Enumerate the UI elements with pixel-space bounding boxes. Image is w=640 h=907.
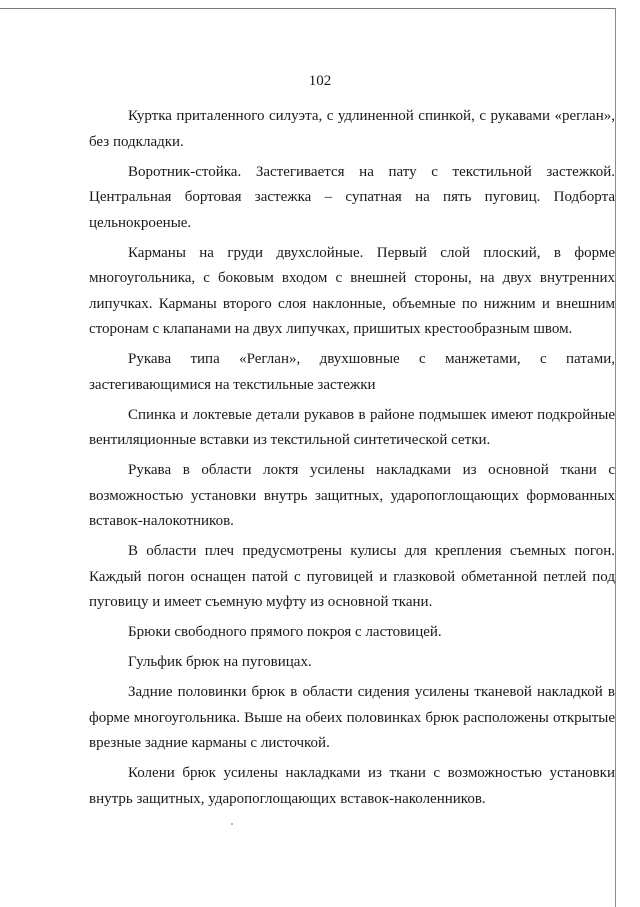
paragraph-chest-pockets: Карманы на груди двухслойные. Первый слой плоский, в форме многоугольника, с боковым входом с внешней стороны, на двух внутренних липучках. Карманы второго слоя наклонные, объемные по нижним и внешним сторонам с клапанами на двух липучках, пришитых крестообразным швом.	[89, 244, 615, 337]
page-number: 102	[308, 73, 332, 89]
document-body	[89, 104, 615, 817]
paragraph-sleeves: Рукава типа «Реглан», двухшовные с манжетами, с патами, застегивающимися на текстильные застежки	[89, 351, 615, 393]
paragraph-seat-reinforcement: Задние половинки брюк в области сидения усилены тканевой накладкой в форме многоугольника. Выше на обеих половинках брюк расположены открытые врезные задние карманы с листочкой.	[89, 684, 615, 751]
scan-speck	[231, 823, 233, 825]
paragraph-fly: Гульфик брюк на пуговицах.	[128, 654, 312, 670]
paragraph-ventilation: Спинка и локтевые детали рукавов в районе подмышек имеют подкройные вентиляционные вставки из текстильной синтетической сетки.	[89, 406, 615, 448]
paragraph-trousers-cut: Брюки свободного прямого покроя с ластовицей.	[128, 624, 442, 640]
paragraph-collar: Воротник-стойка. Застегивается на пату с текстильной застежкой. Центральная бортовая застежка – супатная на пять пуговиц. Подборта цельнокроеные.	[89, 163, 615, 231]
paragraph-knee-pads: Колени брюк усилены накладками из ткани с возможностью установки внутрь защитных, ударопоглощающих вставок-наколенников.	[89, 765, 615, 807]
paragraph-jacket-silhouette: Куртка приталенного силуэта, с удлиненной спинкой, с рукавами «реглан», без подкладки.	[89, 108, 615, 150]
scan-border-right	[615, 8, 616, 907]
scan-border-top	[0, 8, 616, 9]
paragraph-shoulder-straps: В области плеч предусмотрены кулисы для крепления съемных погон. Каждый погон оснащен патой с пуговицей и глазковой обметанной петлей под пуговицу и имеет съемную муфту из основной ткани.	[89, 543, 615, 610]
paragraph-elbow-pads: Рукава в области локтя усилены накладками из основной ткани с возможностью установки внутрь защитных, ударопоглощающих формованных вставок-налокотников.	[89, 462, 615, 529]
